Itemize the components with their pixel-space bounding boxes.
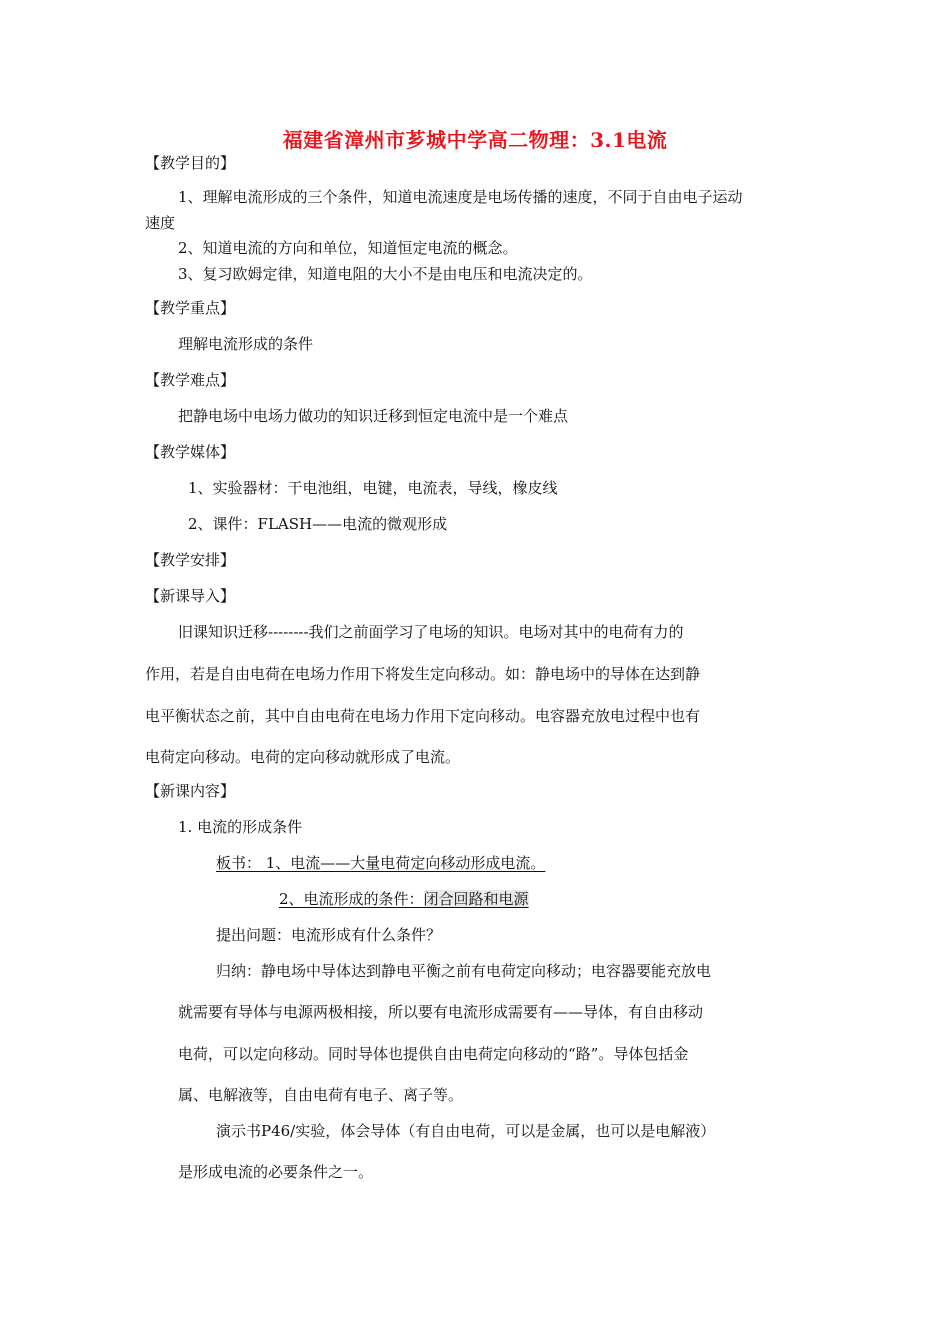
media-item-1: 1、实验器材：干电池组，电键，电流表，导线，橡皮线 (188, 479, 558, 497)
board-line-2-highlight: 闭合回路和电源 (423, 890, 529, 908)
objective-1: 1、理解电流形成的三个条件，知道电流速度是电场传播的速度，不同于自由电子运动 (178, 188, 743, 206)
demo-line-1: 演示书P46/实验，体会导体（有自由电荷，可以是金属，也可以是电解液） (216, 1122, 716, 1140)
intro-line-4: 电荷定向移动。电荷的定向移动就形成了电流。 (145, 748, 461, 766)
board-line-1: 板书： 1、电流——大量电荷定向移动形成电流。 (216, 854, 546, 872)
question-text: 提出问题：电流形成有什么条件？ (216, 926, 442, 944)
summary-line-3: 电荷，可以定向移动。同时导体也提供自由电荷定向移动的“路”。导体包括金 (178, 1045, 689, 1063)
intro-heading: 【新课导入】 (145, 587, 236, 605)
media-item-2: 2、课件：FLASH——电流的微观形成 (188, 515, 448, 533)
board-line-2 (279, 889, 529, 909)
document-title: 福建省漳州市芗城中学高二物理：3.1电流 (282, 128, 668, 152)
board-line-2-prefix: 2、电流形成的条件： (279, 890, 424, 908)
summary-line-2: 就需要有导体与电源两极相接，所以要有电流形成需要有——导体，有自由移动 (178, 1003, 704, 1021)
arrangement-heading: 【教学安排】 (145, 551, 236, 569)
objectives-heading: 【教学目的】 (145, 154, 236, 172)
key-heading: 【教学重点】 (145, 299, 236, 317)
content-item-1: 1. 电流的形成条件 (178, 818, 303, 836)
summary-line-1: 归纳：静电场中导体达到静电平衡之前有电荷定向移动；电容器要能充放电 (216, 962, 712, 980)
demo-line-2: 是形成电流的必要条件之一。 (178, 1163, 374, 1181)
difficulty-text: 把静电场中电场力做功的知识迁移到恒定电流中是一个难点 (178, 407, 569, 425)
difficulty-heading: 【教学难点】 (145, 371, 236, 389)
objective-3: 3、复习欧姆定律，知道电阻的大小不是由电压和电流决定的。 (178, 265, 593, 283)
objective-1-cont: 速度 (145, 214, 176, 232)
key-text: 理解电流形成的条件 (178, 335, 314, 353)
media-heading: 【教学媒体】 (145, 443, 236, 461)
intro-line-2: 作用，若是自由电荷在电场力作用下将发生定向移动。如：静电场中的导体在达到静 (145, 665, 701, 683)
intro-line-3: 电平衡状态之前，其中自由电荷在电场力作用下定向移动。电容器充放电过程中也有 (145, 707, 701, 725)
summary-line-4: 属、电解液等，自由电荷有电子、离子等。 (178, 1086, 464, 1104)
content-heading: 【新课内容】 (145, 782, 236, 800)
intro-line-1: 旧课知识迁移--------我们之前面学习了电场的知识。电场对其中的电荷有力的 (178, 623, 684, 641)
objective-2: 2、知道电流的方向和单位，知道恒定电流的概念。 (178, 239, 518, 257)
